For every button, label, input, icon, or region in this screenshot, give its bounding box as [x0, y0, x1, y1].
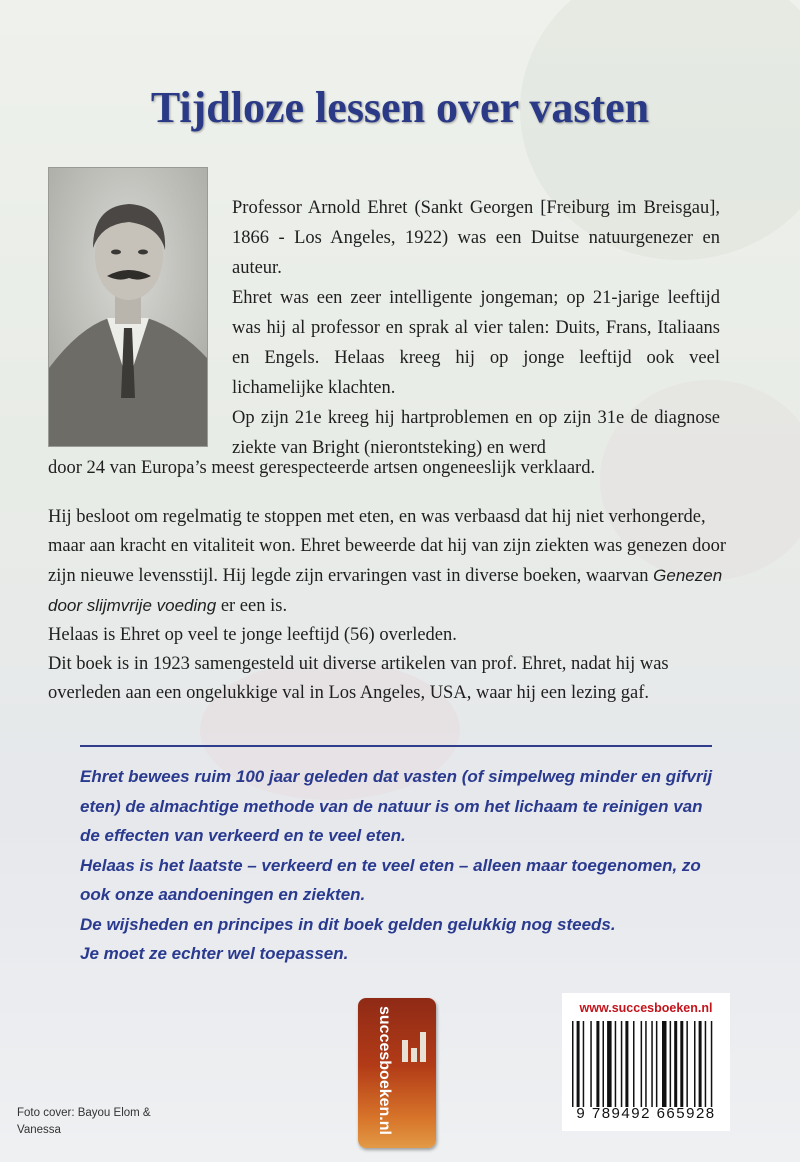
intro-continuation: door 24 van Europa’s meest gerespecteerde artsen ongeneeslijk verklaard. — [48, 458, 596, 478]
barcode-panel — [562, 993, 730, 1131]
photo-credit-line: Foto cover: Bayou Elom & — [17, 1107, 151, 1119]
photo-credit — [17, 1105, 207, 1139]
quote-paragraph: Je moet ze echter wel toepassen. — [80, 944, 349, 963]
body-text — [48, 503, 728, 708]
portrait-image — [49, 168, 207, 446]
isbn-number: 9 789492 665928 — [576, 1105, 716, 1122]
photo-credit-line: Vanessa — [17, 1124, 61, 1136]
publisher-logo — [358, 998, 436, 1148]
book-title: Genezen door slijmvrije voeding — [48, 566, 723, 615]
body-paragraph — [48, 503, 728, 621]
body-paragraph: Helaas is Ehret op veel te jonge leeftijd (56) overleden. — [48, 625, 457, 645]
divider — [80, 745, 712, 747]
intro-paragraph: Ehret was een zeer intelligente jongeman; op 21-jarige leeftijd was hij al professor en sprak al vier talen: Duits, Frans, Italiaans en Engels. Helaas kreeg hij op jonge leeftijd ook veel lichamelijke klachten. — [232, 288, 720, 398]
page-title: Tijdloze lessen over vasten — [150, 83, 650, 132]
body-text-segment: Hij besloot om regelmatig te stoppen met eten, en was verbaasd dat hij niet verhongerde, maar aan kracht en vitaliteit won. Ehret beweerde dat hij van zijn ziekten was genezen door zijn nieuwe levensstijl. Hij legde zijn ervaringen vast in diverse boeken, waarvan — [48, 507, 727, 586]
quote-paragraph: Helaas is het laatste – verkeerd en te veel eten – alleen maar toegenomen, zo ook onze aandoeningen en ziekten. — [80, 855, 701, 904]
publisher-logo-text: succesboeken.nl — [376, 1006, 393, 1135]
bar-chart-icon — [402, 1028, 430, 1062]
intro-text — [232, 193, 720, 463]
body-paragraph: Dit boek is in 1923 samengesteld uit diverse artikelen van prof. Ehret, nadat hij was overleden aan een ongelukkige val in Los Angeles, USA, waar hij een lezing gaf. — [48, 654, 669, 703]
quote-paragraph: Ehret bewees ruim 100 jaar geleden dat vasten (of simpelweg minder en gifvrij eten) de almachtige methode van de natuur is om het lichaam te reinigen van de effecten van verkeerd en te veel eten. — [80, 767, 713, 845]
intro-paragraph: Professor Arnold Ehret (Sankt Georgen [Freiburg im Breisgau], 1866 - Los Angeles, 1922) was een Duitse natuurgenezer en auteur. — [232, 198, 720, 278]
highlight-quote — [80, 762, 720, 969]
body-text-segment: er een is. — [216, 596, 288, 616]
barcode-icon — [570, 1021, 722, 1107]
publisher-url: www.succesboeken.nl — [579, 1001, 713, 1015]
quote-paragraph: De wijsheden en principes in dit boek gelden gelukkig nog steeds. — [80, 914, 616, 934]
author-portrait — [48, 167, 208, 447]
intro-paragraph: Op zijn 21e kreeg hij hartproblemen en op zijn 31e de diagnose ziekte van Bright (nierontsteking) en werd — [232, 408, 720, 458]
